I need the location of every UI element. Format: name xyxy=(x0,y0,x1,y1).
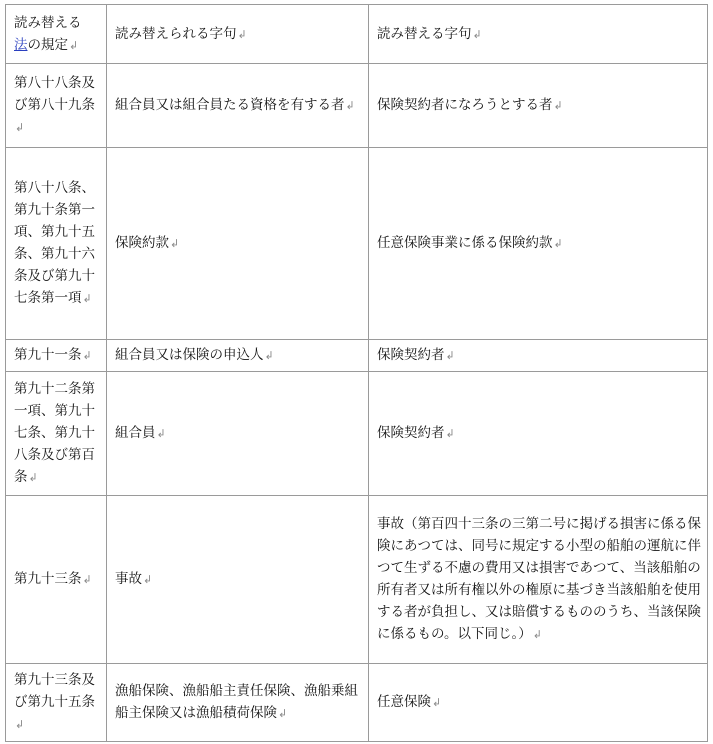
original-cell: 組合員↲ xyxy=(107,372,369,496)
table-row xyxy=(6,372,708,496)
return-mark-icon: ↲ xyxy=(532,628,542,641)
replacement-cell: 保険契約者↲ xyxy=(369,372,708,496)
return-mark-icon: ↲ xyxy=(170,237,180,250)
return-mark-icon: ↲ xyxy=(82,573,92,586)
return-mark-icon: ↲ xyxy=(237,27,247,41)
original-cell: 保険約款↲ xyxy=(107,148,369,340)
return-mark-icon: ↲ xyxy=(553,99,563,112)
return-mark-icon: ↲ xyxy=(445,427,455,440)
return-mark-icon: ↲ xyxy=(156,427,166,440)
return-mark-icon: ↲ xyxy=(553,237,563,250)
replacement-cell: 事故（第百四十三条の三第二号に掲げる損害に係る保険にあつては、同号に規定する小型の船舶の運航に伴つて生ずる不慮の費用又は損害であつて、当該船舶の所有者又は所有権以外の権原に基づき当該船舶を使用する者が負担し、又は賠償するもののうち、当該保険に係るもの。以下同じ。）↲ xyxy=(369,496,708,664)
original-cell: 組合員又は保険の申込人↲ xyxy=(107,340,369,372)
original-cell: 組合員又は組合員たる資格を有する者↲ xyxy=(107,64,369,148)
law-cell: 第八十八条及び第八十九条↲ xyxy=(6,64,107,148)
return-mark-icon: ↲ xyxy=(82,292,92,305)
return-mark-icon: ↲ xyxy=(472,27,482,41)
original-cell: 事故↲ xyxy=(107,496,369,664)
return-mark-icon: ↲ xyxy=(82,349,92,362)
table-row xyxy=(6,496,708,664)
header-original-cell: 読み替えられる字句↲ xyxy=(107,5,369,64)
return-mark-icon: ↲ xyxy=(345,99,355,112)
table-row xyxy=(6,148,708,340)
law-cell: 第九十一条↲ xyxy=(6,340,107,372)
replacement-cell: 任意保険事業に係る保険約款↲ xyxy=(369,148,708,340)
law-cell: 第八十八条、第九十条第一項、第九十五条、第九十六条及び第九十七条第一項↲ xyxy=(6,148,107,340)
replacement-cell: 任意保険↲ xyxy=(369,664,708,742)
return-mark-icon: ↲ xyxy=(15,718,25,731)
header-law-cell: 読み替える 法の規定↲ xyxy=(6,5,107,64)
table-row xyxy=(6,64,708,148)
return-mark-icon: ↲ xyxy=(432,696,442,709)
return-mark-icon: ↲ xyxy=(264,349,274,362)
table-row xyxy=(6,340,708,372)
return-mark-icon: ↲ xyxy=(445,349,455,362)
law-link[interactable]: 法 xyxy=(14,36,28,53)
return-mark-icon: ↲ xyxy=(28,471,38,484)
return-mark-icon: ↲ xyxy=(69,38,79,52)
header-row xyxy=(6,5,708,64)
return-mark-icon: ↲ xyxy=(15,121,25,134)
law-cell: 第九十二条第一項、第九十七条、第九十八条及び第百条↲ xyxy=(6,372,107,496)
return-mark-icon: ↲ xyxy=(278,707,288,720)
original-cell: 漁船保険、漁船船主責任保険、漁船乗組船主保険又は漁船積荷保険↲ xyxy=(107,664,369,742)
replacement-cell: 保険契約者↲ xyxy=(369,340,708,372)
law-cell: 第九十三条↲ xyxy=(6,496,107,664)
table-row xyxy=(6,664,708,742)
replacement-table xyxy=(5,4,708,742)
law-cell: 第九十三条及び第九十五条↲ xyxy=(6,664,107,742)
return-mark-icon: ↲ xyxy=(143,573,153,586)
header-replacement-cell: 読み替える字句↲ xyxy=(369,5,708,64)
replacement-cell: 保険契約者になろうとする者↲ xyxy=(369,64,708,148)
